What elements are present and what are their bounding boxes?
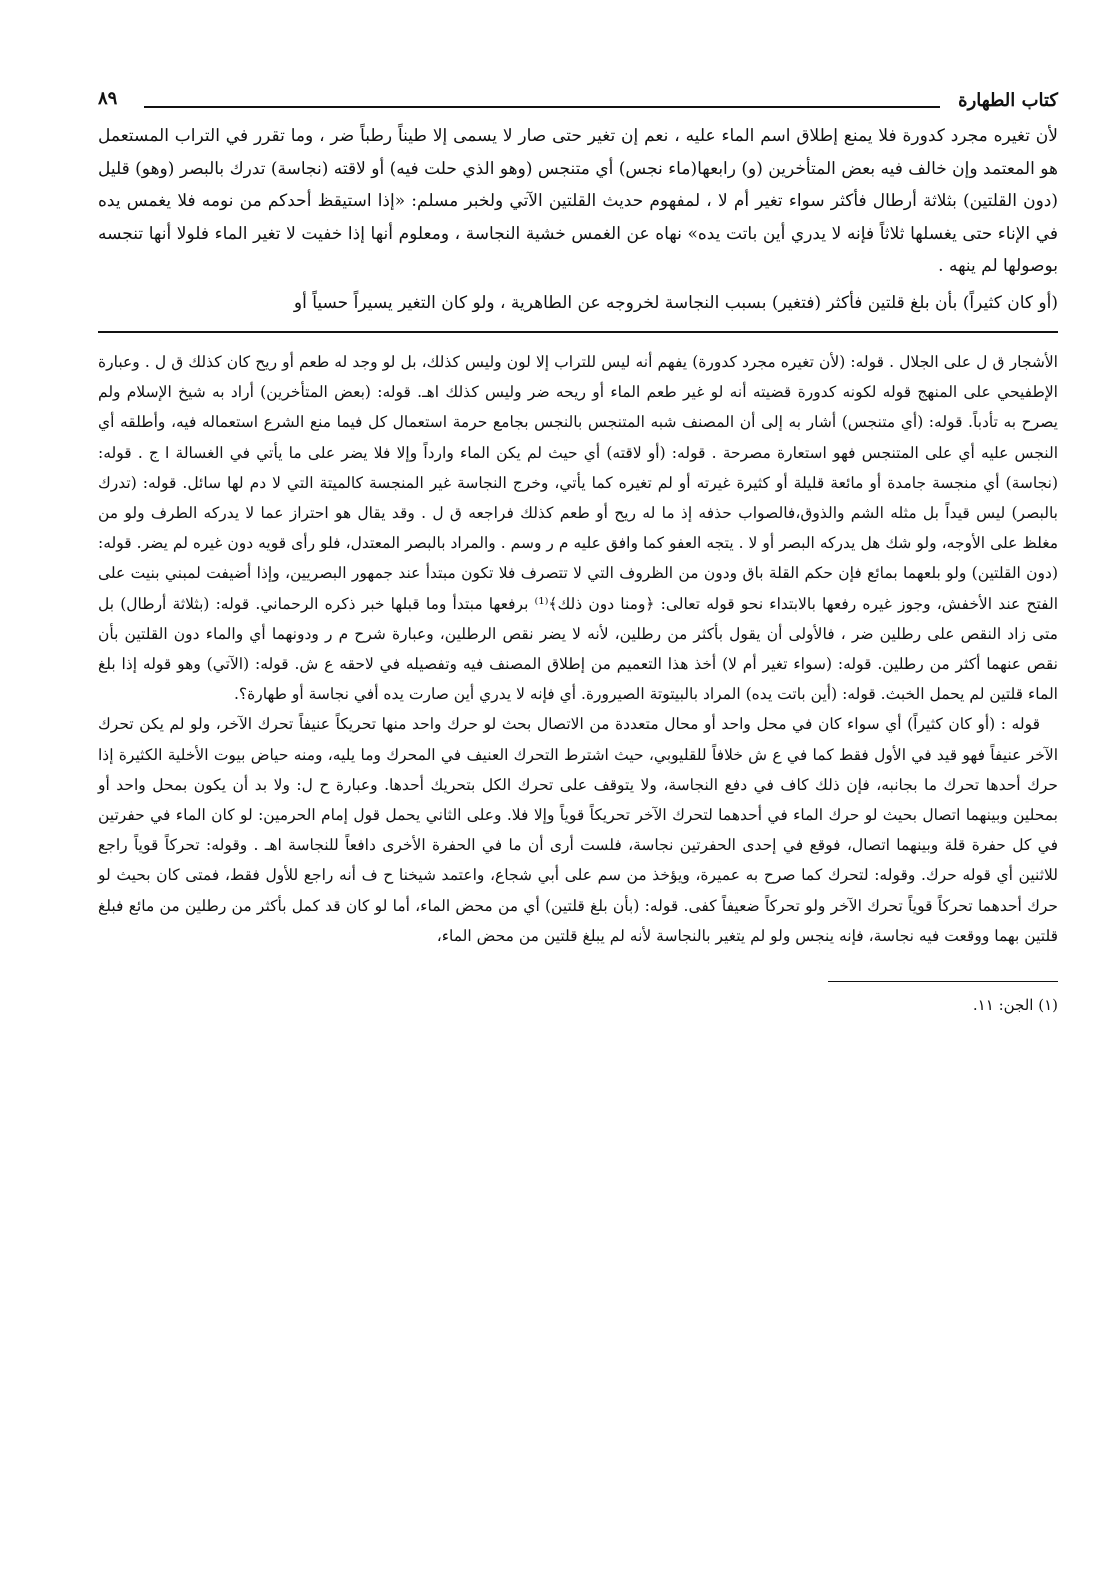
commentary-text: [98, 347, 1058, 951]
page-number: ٨٩: [98, 88, 118, 109]
main-text: [98, 120, 1058, 319]
commentary-paragraph: الأشجار ق ل على الجلال . قوله: (لأن تغيره مجرد كدورة) يفهم أنه ليس للتراب إلا لون وليس كذلك، بل لو وجد له طعم أو ريح كان كذلك ق ل . وعبارة الإطفيحي على المنهج قوله لكونه كدورة قضيته أنه لو غير طعم الماء أو ريحه ضر وليس كذلك اهـ. قوله: (بعض المتأخرين) أراد به شيخ الإسلام ولم يصرح به تأدباً. قوله: (أي متنجس) أشار به إلى أن المصنف شبه المتنجس بالنجس بجامع حرمة استعمال كل فيما منع الشرع استعماله فيه، وأطلقه أي النجس عليه أي على المتنجس فهو استعارة مصرحة . قوله: (أو لاقته) أي حيث لم يكن الماء وارداً وإلا فلا يضر على ما يأتي في الغسالة ا ج . قوله: (نجاسة) أي منجسة جامدة أو مائعة قليلة أو كثيرة غيرته أو لم تغيره كما يأتي، وخرج النجاسة غير المنجسة كالميتة التي لا دم لها سائل. قوله: (تدرك بالبصر) ليس قيداً بل مثله الشم والذوق،فالصواب حذفه إذ ما له ريح أو طعم كذلك فراجعه ق ل . وقد يقال هو احتراز عما لا يدركه الطرف ولو من مغلظ على الأوجه، ولو شك هل يدركه البصر أو لا . يتجه العفو كما وافق عليه م ر وسم . والمراد بالبصر المعتدل، فلو رأى قويه دون غيره لم يضر. قوله: (دون القلتين) ولو بلعهما بمائع فإن حكم القلة باق ودون من الظروف التي لا تتصرف فلا تكون مبتدأ عند جمهور البصريين، وإذا أضيفت لمبني بنيت على الفتح عند الأخفش، وجوز غيره رفعها بالابتداء نحو قوله تعالى: ﴿ومنا دون ذلك﴾⁽¹⁾ برفعها مبتدأ وما قبلها خبر ذكره الرحماني. قوله: (بثلاثة أرطال) بل متى زاد النقص على رطلين ضر ، فالأولى أن يقول بأكثر من رطلين، لأنه لا يضر نقص الرطلين، وعبارة شرح م ر ودونهما أي والماء دون القلتين بأن نقص عنهما أكثر من رطلين. قوله: (سواء تغير أم لا) أخذ هذا التعميم من إطلاق المصنف فيه وتفصيله في لاحقه ع ش. قوله: (الآتي) وهو قوله إذا بلغ الماء قلتين لم يحمل الخبث. قوله: (أين باتت يده) المراد بالبيتوتة الصيرورة. أي فإنه لا يدري أين صارت يده أفي نجاسة أو طهارة؟.: [98, 353, 1058, 704]
section-divider: [98, 331, 1058, 333]
footnote: (١) الجن: ١١.: [972, 996, 1058, 1015]
main-paragraph: (أو كان كثيراً) بأن بلغ قلتين فأكثر (فتغير) بسبب النجاسة لخروجه عن الطاهرية ، ولو كان التغير يسيراً حسياً أو: [293, 292, 1058, 313]
page-header: [98, 84, 1058, 118]
running-title: كتاب الطهارة: [958, 90, 1058, 111]
commentary-paragraph: قوله : (أو كان كثيراً) أي سواء كان في محل واحد أو محال متعددة من الاتصال بحث لو حرك واحد منها تحريكاً عنيفاً تحرك الآخر، ولو لم يكن تحرك الآخر عنيفاً فهو قيد في الأول فقط كما في ع ش خلافاً للقليوبي، حيث اشترط التحرك العنيف في المحرك وما يليه، ومنه حياض بيوت الأخلية الكثيرة إذا حرك أحدها تحرك ما بجانبه، فإن ذلك كاف في دفع النجاسة، ولا يتوقف على تحرك الكل بتحريك أحدها. وعبارة ح ل: ولا بد أن يكون بمحل واحد أو بمحلين وبينهما اتصال بحيث لو حرك الماء في أحدهما لتحرك الآخر تحريكاً قوياً وإلا فلا. وعلى الثاني يحمل قول إمام الحرمين: لو كان الماء في حفرتين في كل حفرة قلة وبينهما اتصال، فوقع في إحدى الحفرتين نجاسة، فلست أرى أن ما في الحفرة الأخرى دافعاً للنجاسة اهـ . وقوله: تحركاً قوياً راجع للاثنين أي قوله حرك. وقوله: لتحرك كما صرح به عميرة، ويؤخذ من سم على أبي شجاع، واعتمد شيخنا ح ف أنه راجع للأول فقط، فمتى كان بحيث لو حرك أحدهما تحركاً قوياً تحرك الآخر ولو تحركاً ضعيفاً كفى. قوله: (بأن بلغ قلتين) أي من محض الماء، أما لو كان قد كمل بأكثر من رطلين من مائع فبلغ قلتين بهما ووقعت فيه نجاسة، فإنه ينجس ولو لم يتغير بالنجاسة لأنه لم يبلغ قلتين من محض الماء،: [98, 715, 1058, 945]
book-page: [98, 84, 1058, 1504]
footnote-divider: [828, 981, 1058, 982]
main-paragraph: لأن تغيره مجرد كدورة فلا يمنع إطلاق اسم الماء عليه ، نعم إن تغير حتى صار لا يسمى إلا طيناً رطباً ضر ، وما تقرر في التراب المستعمل هو المعتمد وإن خالف فيه بعض المتأخرين (و) رابعها(ماء نجس) أي متنجس (وهو الذي حلت فيه) أو لاقته (نجاسة) تدرك بالبصر (وهو) قليل (دون القلتين) بثلاثة أرطال فأكثر سواء تغير أم لا ، لمفهوم حديث القلتين الآتي ولخبر مسلم: «إذا استيقظ أحدكم من نومه فلا يغمس يده في الإناء حتى يغسلها ثلاثاً فإنه لا يدري أين باتت يده» نهاه عن الغمس خشية النجاسة ، ومعلوم أنها إذا خفيت لا تغير الماء فلولا أنها تنجسه بوصولها لم ينهه .: [98, 126, 1058, 276]
header-rule: [144, 106, 940, 108]
